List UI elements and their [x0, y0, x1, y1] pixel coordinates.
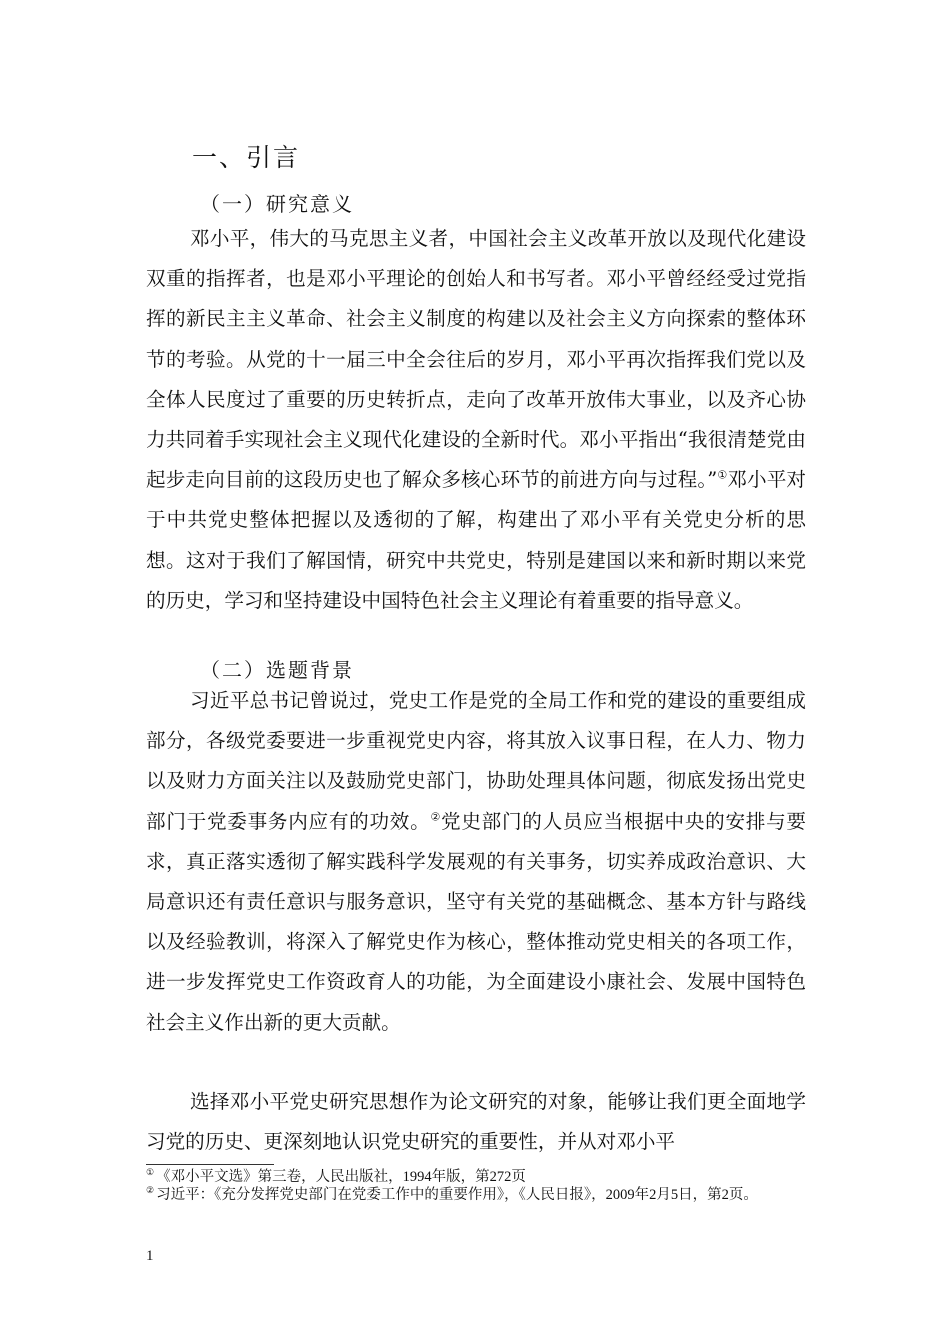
- chapter-heading: 一、引言: [192, 143, 301, 172]
- paragraph-text: 邓小平，伟大的马克思主义者，中国社会主义改革开放以及现代化建设双重的指挥者，也是邓小平理论的创始人和书写者。邓小平曾经经受过党指挥的新民主主义革命、社会主义制度的构建以及社会主义方向探索的整体环节的考验。从党的十一届三中全会往后的岁月，邓小平再次指挥我们党以及全体人民度过了重要的历史转折点，走向了改革开放伟大事业，以及齐心协力共同着手实现社会主义现代化建设的全新时代。邓小平指出“我很清楚党由起步走向目前的这段历史也了解众多核心环节的前进方向与过程。”: [146, 227, 806, 492]
- footnotes: [146, 1168, 814, 1204]
- paragraph-significance: [146, 219, 806, 621]
- footnote-mark: ②: [146, 1185, 155, 1196]
- footnote-separator: [146, 1164, 274, 1165]
- paragraph-text: 党史部门的人员应当根据中央的安排与要求，真正落实透彻了解实践科学发展观的有关事务，切实养成政治意识、大局意识还有责任意识与服务意识，坚守有关党的基础概念、基本方针与路线以及经验教训，将深入了解党史作为核心，整体推动党史相关的各项工作，进一步发挥党史工作资政育人的功能，为全面建设小康社会、发展中国特色社会主义作出新的更大贡献。: [146, 809, 807, 1034]
- footnote-mark: ①: [146, 1167, 155, 1178]
- footnote-2: [146, 1186, 814, 1204]
- footnote-text: 习近平：《充分发挥党史部门在党委工作中的重要作用》，《人民日报》，2009年2月5日，第2页。: [156, 1187, 758, 1203]
- paragraph-background: [146, 681, 806, 1043]
- paragraph-topic-choice: 选择邓小平党史研究思想作为论文研究的对象，能够让我们更全面地学习党的历史、更深刻地认识党史研究的重要性，并从对邓小平: [146, 1090, 806, 1154]
- footnote-ref-1[interactable]: ①: [717, 468, 728, 482]
- footnote-text: 《邓小平文选》第三卷，人民出版社，1994年版，第272页: [156, 1169, 526, 1185]
- section-title-background: （二）选题背景: [200, 658, 354, 682]
- paragraph-text: 邓小平对于中共党史整体把握以及透彻的了解，构建出了邓小平有关党史分析的思想。这对于我们了解国情，研究中共党史，特别是建国以来和新时期以来党的历史，学习和坚持建设中国特色社会主义理论有着重要的指导意义。: [146, 468, 806, 612]
- footnote-1: [146, 1168, 814, 1186]
- section-title-significance: （一）研究意义: [200, 192, 354, 216]
- page-number: 1: [146, 1248, 154, 1264]
- paragraph-text: 习近平总书记曾说过，党史工作是党的全局工作和党的建设的重要组成部分，各级党委要进一步重视党史内容，将其放入议事日程，在人力、物力以及财力方面关注以及鼓励党史部门，协助处理具体问题，彻底发扬出党史部门于党委事务内应有的功效。: [146, 689, 806, 833]
- footnote-ref-2[interactable]: ②: [430, 810, 442, 824]
